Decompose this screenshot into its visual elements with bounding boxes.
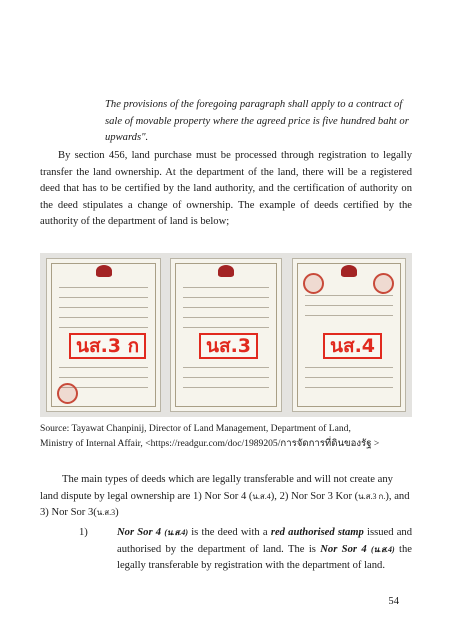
paragraph-text: By section 456, land purchase must be processed through registration to legally transfer the land ownership. At the department of the land, there will be a registered deed that has to be certified by the land authority, and the certification of authority on the deed stipulates a change of ownership. The example of deeds certified by the authority of the department of land is below; [40, 150, 412, 227]
deed-image-ns3k [46, 258, 161, 412]
caption-source-line: Source: Tayawat Chanpinij, Director of Land Management, Department of Land, [40, 423, 351, 434]
list-item-text: Nor Sor 4 (น.ส.4) is the deed with a red authorised stamp issued and authorised by the department of land. The is Nor Sor 4 (น.ส.4) the legally transferable by registration with the department of land. [117, 527, 413, 571]
stamp-label: นส.4 [323, 333, 382, 359]
stamp-label: นส.3 ก [69, 333, 146, 359]
seal-icon [57, 383, 78, 404]
deed-image-ns4 [292, 258, 406, 412]
seal-icon [303, 273, 324, 294]
stamp-label: นส.3 [199, 333, 258, 359]
seal-icon [373, 273, 394, 294]
paragraph-section-456 [40, 148, 412, 231]
garuda-emblem-icon [341, 265, 357, 277]
figure-caption [40, 421, 420, 451]
list-number: 1) [79, 527, 88, 538]
garuda-emblem-icon [218, 265, 234, 277]
deed-examples-figure [40, 253, 412, 417]
deed-image-ns3 [170, 258, 282, 412]
paragraph-main-types [40, 472, 412, 522]
caption-link-line: Ministry of Internal Affair, <https://readgur.com/doc/1989205/การจัดการที่ดินของรัฐ > [40, 438, 380, 449]
quoted-provision: The provisions of the foregoing paragraph shall apply to a contract of sale of movable property where the agreed price is five hundred baht or upwards". [105, 99, 409, 143]
page-number: 54 [388, 596, 399, 607]
garuda-emblem-icon [96, 265, 112, 277]
paragraph-text: The main types of deeds which are legally transferable and will not create any land dispute by legal ownership are 1) Nor Sor 4 (น.ส.4), 2) Nor Sor 3 Kor (น.ส.3 ก.), and 3) Nor Sor 3(น.ส.3) [40, 474, 410, 518]
